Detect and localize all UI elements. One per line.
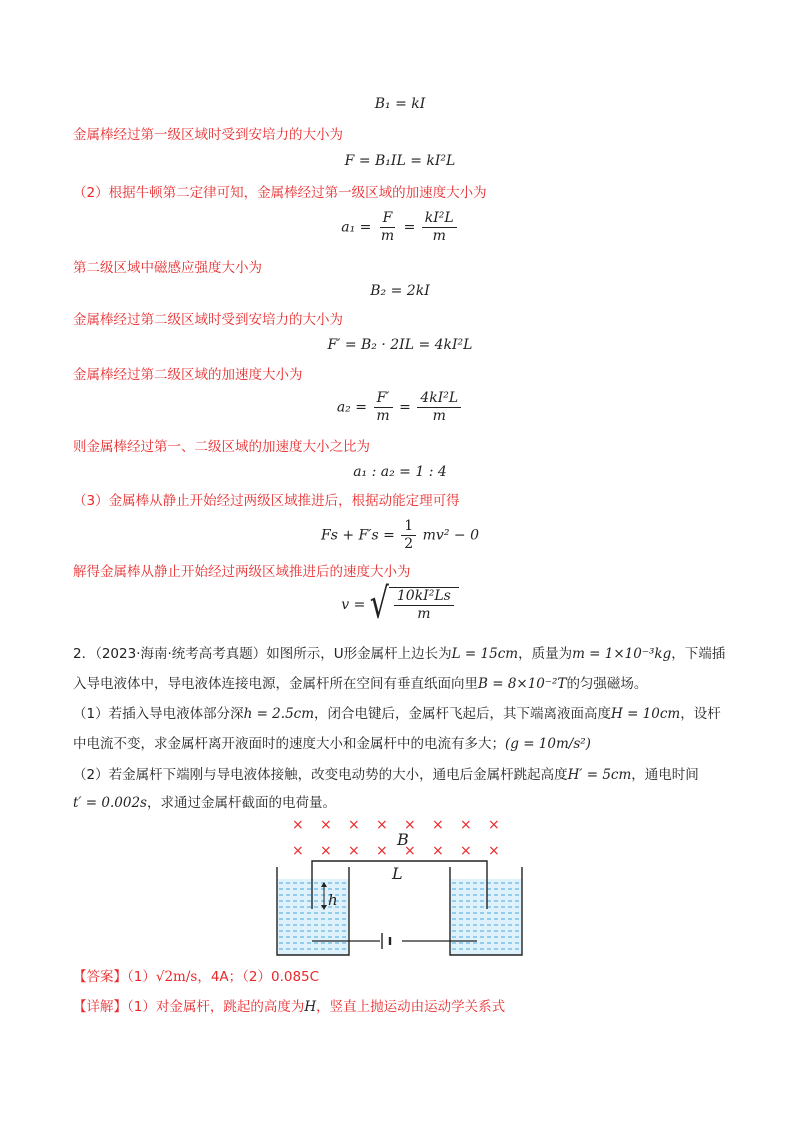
field-cross: × (348, 817, 360, 833)
question2-line1: （2）若金属杆下端刚与导电液体接触，改变电动势的大小，通电后金属杆跳起高度H′ = 5cm，通电时间 (73, 767, 699, 783)
field-cross: × (320, 843, 332, 859)
text-b2: 第二级区域中磁感应强度大小为 (73, 260, 262, 276)
question2-line2: t′ = 0.002s，求通过金属杆截面的电荷量。 (73, 795, 336, 811)
detail-tag: 【详解】 (73, 999, 127, 1015)
label-b: B (397, 830, 409, 849)
problem2-line2: 入导电液体中，导电液体连接电源，金属杆所在空间有垂直纸面向里B = 8×10⁻²T的匀强磁场。 (73, 676, 648, 692)
field-cross: × (404, 843, 416, 859)
field-cross: × (320, 817, 332, 833)
field-cross: × (404, 817, 416, 833)
question1-line2: 中电流不变，求金属杆离开液面时的速度大小和金属杆中的电流有多大；(g = 10m/s²) (73, 736, 591, 752)
equation-v: v = √ $\frac{\text{10kI²Ls}}{m}$ (0, 587, 800, 623)
text-force-first-region: 金属棒经过第一级区域时受到安培力的大小为 (73, 127, 343, 143)
right-liquid (450, 879, 522, 955)
field-cross: × (376, 843, 388, 859)
equation-a1: a₁ = $\frac{F}{m}$ = $\frac{\text{kI²L}}{m}$ (0, 210, 800, 245)
field-cross: × (292, 817, 304, 833)
field-cross: × (460, 843, 472, 859)
u-rod-diagram (272, 813, 532, 958)
field-cross: × (348, 843, 360, 859)
problem2-line1: 2．（2023·海南·统考高考真题）如图所示，U形金属杆上边长为L = 15cm，质量为m = 1×10⁻³kg，下端插 (73, 646, 726, 662)
field-cross: × (460, 817, 472, 833)
left-liquid (277, 879, 349, 955)
text-force-second-region: 金属棒经过第二级区域时受到安培力的大小为 (73, 312, 343, 328)
equation-b1: B₁ = kI (374, 96, 426, 112)
field-cross: × (432, 843, 444, 859)
detail-line: 【详解】（1）对金属杆，跳起的高度为H，竖直上抛运动由运动学关系式 (73, 999, 506, 1015)
question1-line1: （1）若插入导电液体部分深h = 2.5cm，闭合电键后，金属杆飞起后，其下端离液面高度H = 10cm，设杆 (73, 706, 721, 722)
field-cross: × (488, 843, 500, 859)
field-cross: × (432, 817, 444, 833)
equation-energy: Fs + F′s = $\frac{1}{2}$ mv² − 0 (321, 518, 479, 552)
text-a2: 金属棒经过第二级区域的加速度大小为 (73, 367, 303, 383)
text-final-speed: 解得金属棒从静止开始经过两级区域推进后的速度大小为 (73, 564, 411, 580)
equation-ratio: a₁ : a₂ = 1 : 4 (353, 464, 447, 480)
equation-a2: a₂ = $\frac{F'}{m}$ = $\frac{\text{4kI²L}}{m}$ (0, 390, 800, 425)
answer-tag: 【答案】 (73, 969, 127, 985)
text-ratio: 则金属棒经过第一、二级区域的加速度大小之比为 (73, 439, 370, 455)
label-l: L (392, 864, 403, 883)
equation-ampere-force-1: F = B₁IL = kI²L (344, 153, 456, 169)
text-step-2: （2）根据牛顿第二定律可知，金属棒经过第一级区域的加速度大小为 (73, 185, 487, 201)
text-step-3: （3）金属棒从静止开始经过两级区域推进后，根据动能定理可得 (73, 493, 460, 509)
equation-b2: B₂ = 2kI (370, 283, 430, 299)
equation-ampere-force-2: F′ = B₂ · 2IL = 4kI²L (327, 337, 473, 353)
field-cross: × (376, 817, 388, 833)
magnetic-field-crosses (292, 817, 500, 859)
field-cross: × (292, 843, 304, 859)
label-h: h (328, 891, 338, 909)
answer-line: 【答案】（1）√2m/s，4A；（2）0.085C (73, 969, 320, 985)
field-cross: × (488, 817, 500, 833)
